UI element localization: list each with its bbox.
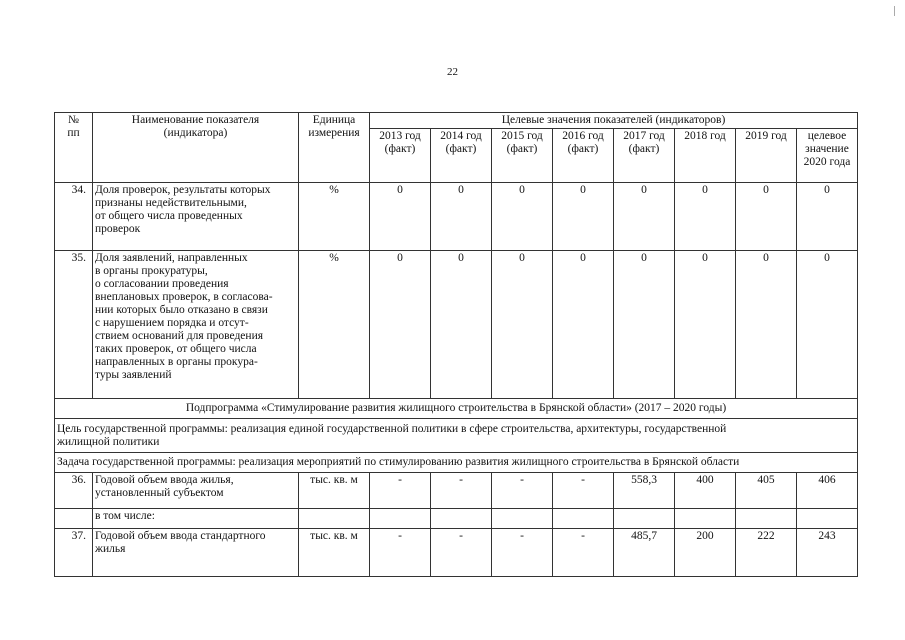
indicator-value: 243: [797, 529, 858, 577]
indicator-name: Годовой объем ввода жилья, установленный субъектом: [93, 473, 299, 509]
subprogram-title-row: [55, 399, 858, 419]
indicator-value: 0: [370, 251, 431, 399]
header-year-6: 2019 год: [736, 129, 797, 183]
table-row: [55, 183, 858, 251]
indicator-unit: %: [299, 251, 370, 399]
indicator-value: -: [492, 473, 553, 509]
row-number: 34.: [55, 183, 93, 251]
task-text-row: [55, 453, 858, 473]
indicator-unit: тыс. кв. м: [299, 529, 370, 577]
indicator-value: 0: [736, 183, 797, 251]
indicator-unit: %: [299, 183, 370, 251]
indicator-value: 0: [431, 183, 492, 251]
header-year-4: 2017 год (факт): [614, 129, 675, 183]
table-row: [55, 251, 858, 399]
indicator-value: -: [492, 529, 553, 577]
indicator-name: в том числе:: [93, 509, 299, 529]
indicator-value: 0: [797, 183, 858, 251]
indicator-name: Годовой объем ввода стандартного жилья: [93, 529, 299, 577]
header-year-2: 2015 год (факт): [492, 129, 553, 183]
header-year-0: 2013 год (факт): [370, 129, 431, 183]
indicator-value: 0: [370, 183, 431, 251]
goal-text: Цель государственной программы: реализация единой государственной политики в сфере строительства, архитектуры, государственной жилищной политики: [55, 419, 858, 453]
indicator-value: 0: [431, 251, 492, 399]
indicator-value: [492, 509, 553, 529]
table-row: [55, 473, 858, 509]
row-number: 37.: [55, 529, 93, 577]
indicator-value: 558,3: [614, 473, 675, 509]
indicator-value: -: [431, 473, 492, 509]
header-year-7: целевое значение 2020 года: [797, 129, 858, 183]
page-number: 22: [447, 66, 458, 78]
indicator-value: 0: [675, 183, 736, 251]
indicator-value: -: [553, 529, 614, 577]
indicator-value: [553, 509, 614, 529]
indicator-value: 0: [553, 183, 614, 251]
header-row-1: [55, 113, 858, 129]
indicator-name: Доля проверок, результаты которых признаны недействительными, от общего числа проведенных проверок: [93, 183, 299, 251]
indicator-value: 0: [736, 251, 797, 399]
header-num: № пп: [55, 113, 93, 183]
indicator-value: [736, 509, 797, 529]
header-unit: Единица измерения: [299, 113, 370, 183]
indicator-value: 200: [675, 529, 736, 577]
edge-mark: [894, 6, 895, 16]
indicator-value: 0: [614, 251, 675, 399]
indicator-value: 222: [736, 529, 797, 577]
indicators-table: [54, 112, 858, 577]
goal-text-row: [55, 419, 858, 453]
table-row: [55, 529, 858, 577]
header-year-3: 2016 год (факт): [553, 129, 614, 183]
indicator-value: -: [370, 529, 431, 577]
indicator-unit: [299, 509, 370, 529]
indicator-value: 0: [553, 251, 614, 399]
indicator-value: 0: [675, 251, 736, 399]
indicator-value: 406: [797, 473, 858, 509]
indicator-value: 0: [614, 183, 675, 251]
indicator-value: -: [431, 529, 492, 577]
task-text: Задача государственной программы: реализация мероприятий по стимулированию развития жилищного строительства в Брянской области: [55, 453, 858, 473]
indicator-value: 405: [736, 473, 797, 509]
indicator-value: [675, 509, 736, 529]
indicator-value: 0: [492, 251, 553, 399]
indicator-value: [614, 509, 675, 529]
header-year-1: 2014 год (факт): [431, 129, 492, 183]
subprogram-title: Подпрограмма «Стимулирование развития жилищного строительства в Брянской области» (2017 – 2020 годы): [55, 399, 858, 419]
indicator-name: Доля заявлений, направленных в органы прокуратуры, о согласовании проведения внеплановых проверок, в согласова- нии которых было отказано в связи с нарушением порядка и отсут- ствием оснований для проведения таких проверок, от общего числа направленных в органы прокура- туры заявлений: [93, 251, 299, 399]
row-number: 36.: [55, 473, 93, 509]
indicator-value: 0: [492, 183, 553, 251]
indicator-value: 0: [797, 251, 858, 399]
indicator-value: [431, 509, 492, 529]
header-year-5: 2018 год: [675, 129, 736, 183]
header-name: Наименование показателя (индикатора): [93, 113, 299, 183]
indicator-value: -: [553, 473, 614, 509]
indicator-value: 485,7: [614, 529, 675, 577]
indicator-value: 400: [675, 473, 736, 509]
indicator-unit: тыс. кв. м: [299, 473, 370, 509]
row-number: [55, 509, 93, 529]
indicator-value: -: [370, 473, 431, 509]
row-number: 35.: [55, 251, 93, 399]
indicator-value: [797, 509, 858, 529]
table-row: [55, 509, 858, 529]
header-target-values: Целевые значения показателей (индикаторов): [370, 113, 858, 129]
indicator-value: [370, 509, 431, 529]
